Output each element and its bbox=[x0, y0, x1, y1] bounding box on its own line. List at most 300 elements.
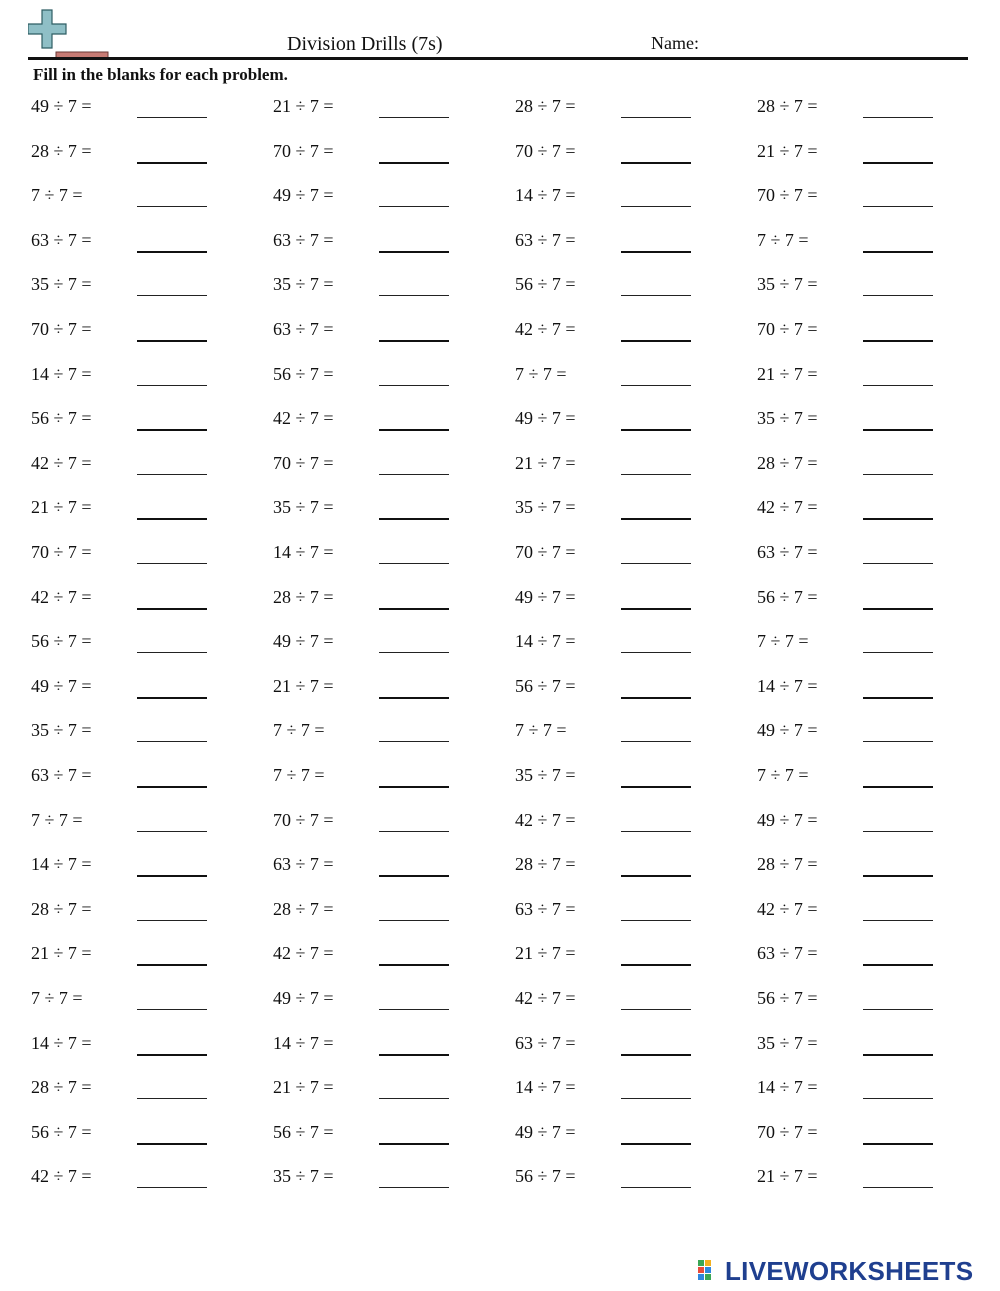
problem-equation: 63 ÷ 7 = bbox=[515, 1032, 576, 1053]
problem-item bbox=[273, 1122, 503, 1152]
answer-blank[interactable] bbox=[137, 1186, 207, 1188]
answer-blank[interactable] bbox=[137, 1053, 207, 1056]
problem-equation: 63 ÷ 7 = bbox=[31, 229, 92, 250]
problem-equation: 42 ÷ 7 = bbox=[515, 809, 576, 830]
problem-equation: 42 ÷ 7 = bbox=[757, 497, 818, 518]
problem-equation: 70 ÷ 7 = bbox=[757, 1121, 818, 1142]
problem-item bbox=[757, 230, 987, 260]
problem-item bbox=[757, 587, 987, 617]
problem-item bbox=[757, 1166, 987, 1196]
problem-item bbox=[31, 765, 261, 795]
answer-blank[interactable] bbox=[137, 830, 207, 832]
answer-blank[interactable] bbox=[379, 473, 449, 475]
problem-item bbox=[273, 1033, 503, 1063]
problem-equation: 14 ÷ 7 = bbox=[31, 854, 92, 875]
problem-item bbox=[31, 988, 261, 1018]
problem-equation: 21 ÷ 7 = bbox=[31, 943, 92, 964]
problem-item bbox=[515, 141, 745, 171]
answer-blank[interactable] bbox=[137, 1142, 207, 1145]
problem-item bbox=[31, 141, 261, 171]
problem-item bbox=[757, 141, 987, 171]
problem-item bbox=[273, 542, 503, 572]
problem-item bbox=[273, 631, 503, 661]
answer-blank[interactable] bbox=[863, 294, 933, 296]
problem-equation: 49 ÷ 7 = bbox=[31, 96, 92, 116]
footer-brand-text: LIVEWORKSHEETS bbox=[725, 1256, 974, 1286]
problem-item bbox=[273, 141, 503, 171]
answer-blank[interactable] bbox=[621, 1008, 691, 1010]
answer-blank[interactable] bbox=[863, 473, 933, 475]
problem-equation: 49 ÷ 7 = bbox=[515, 1121, 576, 1142]
answer-blank[interactable] bbox=[379, 250, 449, 253]
problem-equation: 28 ÷ 7 = bbox=[273, 898, 334, 919]
answer-blank[interactable] bbox=[137, 339, 207, 342]
problem-equation: 21 ÷ 7 = bbox=[515, 943, 576, 964]
problem-item bbox=[515, 899, 745, 929]
answer-blank[interactable] bbox=[863, 1142, 933, 1145]
problem-item bbox=[515, 453, 745, 483]
problem-item bbox=[273, 720, 503, 750]
answer-blank[interactable] bbox=[137, 785, 207, 788]
problem-equation: 7 ÷ 7 = bbox=[757, 229, 809, 250]
problem-equation: 49 ÷ 7 = bbox=[515, 408, 576, 429]
problem-equation: 35 ÷ 7 = bbox=[273, 274, 334, 295]
problem-item bbox=[515, 587, 745, 617]
answer-blank[interactable] bbox=[379, 874, 449, 877]
answer-blank[interactable] bbox=[379, 919, 449, 921]
answer-blank[interactable] bbox=[379, 1053, 449, 1056]
problem-item bbox=[31, 497, 261, 527]
answer-blank[interactable] bbox=[621, 607, 691, 610]
problem-item bbox=[515, 497, 745, 527]
problem-item bbox=[273, 810, 503, 840]
problem-item bbox=[31, 319, 261, 349]
problem-item bbox=[515, 676, 745, 706]
answer-blank[interactable] bbox=[137, 696, 207, 699]
problem-equation: 35 ÷ 7 = bbox=[31, 274, 92, 295]
problem-equation: 35 ÷ 7 = bbox=[757, 408, 818, 429]
problem-equation: 7 ÷ 7 = bbox=[31, 809, 83, 830]
problem-equation: 14 ÷ 7 = bbox=[515, 631, 576, 652]
answer-blank[interactable] bbox=[621, 250, 691, 253]
problem-equation: 7 ÷ 7 = bbox=[31, 185, 83, 206]
problem-equation: 42 ÷ 7 = bbox=[31, 586, 92, 607]
problem-equation: 42 ÷ 7 = bbox=[515, 988, 576, 1008]
answer-blank[interactable] bbox=[137, 473, 207, 475]
answer-blank[interactable] bbox=[379, 1097, 449, 1099]
problem-equation: 35 ÷ 7 = bbox=[757, 1032, 818, 1053]
answer-blank[interactable] bbox=[137, 250, 207, 253]
problem-item bbox=[515, 1166, 745, 1196]
problem-item bbox=[31, 453, 261, 483]
problem-item bbox=[31, 587, 261, 617]
answer-blank[interactable] bbox=[863, 1186, 933, 1188]
problem-item bbox=[273, 1077, 503, 1107]
problem-equation: 49 ÷ 7 = bbox=[757, 809, 818, 830]
problem-equation: 56 ÷ 7 = bbox=[273, 363, 334, 384]
problem-equation: 21 ÷ 7 = bbox=[273, 1077, 334, 1098]
problem-item bbox=[273, 497, 503, 527]
problem-item bbox=[515, 1077, 745, 1107]
answer-blank[interactable] bbox=[379, 517, 449, 520]
answer-blank[interactable] bbox=[621, 339, 691, 342]
problem-item bbox=[515, 631, 745, 661]
problem-equation: 7 ÷ 7 = bbox=[757, 631, 809, 652]
problem-item bbox=[757, 899, 987, 929]
problem-item bbox=[515, 364, 745, 394]
problem-equation: 56 ÷ 7 = bbox=[31, 408, 92, 429]
footer-brand bbox=[697, 1256, 993, 1286]
answer-blank[interactable] bbox=[621, 116, 691, 118]
answer-blank[interactable] bbox=[621, 963, 691, 966]
answer-blank[interactable] bbox=[863, 919, 933, 921]
answer-blank[interactable] bbox=[379, 339, 449, 342]
answer-blank[interactable] bbox=[621, 205, 691, 207]
problem-item bbox=[31, 631, 261, 661]
problem-item bbox=[31, 364, 261, 394]
liveworksheets-logo-icon bbox=[697, 1256, 723, 1286]
problem-item bbox=[273, 274, 503, 304]
answer-blank[interactable] bbox=[621, 919, 691, 921]
answer-blank[interactable] bbox=[379, 740, 449, 742]
problem-equation: 56 ÷ 7 = bbox=[31, 631, 92, 652]
problem-equation: 70 ÷ 7 = bbox=[31, 542, 92, 562]
answer-blank[interactable] bbox=[863, 651, 933, 653]
answer-blank[interactable] bbox=[863, 874, 933, 877]
problem-item bbox=[515, 1122, 745, 1152]
answer-blank[interactable] bbox=[379, 1186, 449, 1188]
page-title: Division Drills (7s) bbox=[287, 33, 443, 55]
problem-equation: 7 ÷ 7 = bbox=[515, 720, 567, 741]
answer-blank[interactable] bbox=[863, 785, 933, 788]
answer-blank[interactable] bbox=[379, 384, 449, 386]
problem-item bbox=[757, 453, 987, 483]
problem-item bbox=[515, 810, 745, 840]
answer-blank[interactable] bbox=[137, 384, 207, 386]
problem-equation: 56 ÷ 7 = bbox=[757, 988, 818, 1008]
answer-blank[interactable] bbox=[379, 205, 449, 207]
answer-blank[interactable] bbox=[137, 161, 207, 164]
problem-item bbox=[515, 720, 745, 750]
answer-blank[interactable] bbox=[621, 1142, 691, 1145]
problem-item bbox=[757, 720, 987, 750]
problem-equation: 63 ÷ 7 = bbox=[757, 542, 818, 562]
name-label: Name: bbox=[651, 33, 699, 53]
problem-equation: 21 ÷ 7 = bbox=[757, 363, 818, 384]
answer-blank[interactable] bbox=[379, 428, 449, 431]
problem-equation: 7 ÷ 7 = bbox=[273, 720, 325, 741]
problem-equation: 7 ÷ 7 = bbox=[31, 988, 83, 1008]
problem-item bbox=[273, 854, 503, 884]
answer-blank[interactable] bbox=[379, 651, 449, 653]
problem-equation: 70 ÷ 7 = bbox=[515, 140, 576, 161]
problem-equation: 70 ÷ 7 = bbox=[273, 809, 334, 830]
answer-blank[interactable] bbox=[863, 1053, 933, 1056]
problem-equation: 21 ÷ 7 = bbox=[757, 1166, 818, 1187]
problem-item bbox=[757, 542, 987, 572]
problem-equation: 7 ÷ 7 = bbox=[515, 363, 567, 384]
answer-blank[interactable] bbox=[863, 607, 933, 610]
problem-equation: 56 ÷ 7 = bbox=[515, 675, 576, 696]
answer-blank[interactable] bbox=[863, 696, 933, 699]
problem-item bbox=[273, 230, 503, 260]
problem-equation: 63 ÷ 7 = bbox=[273, 229, 334, 250]
problem-item bbox=[273, 676, 503, 706]
problem-item bbox=[31, 408, 261, 438]
answer-blank[interactable] bbox=[621, 785, 691, 788]
answer-blank[interactable] bbox=[379, 963, 449, 966]
problem-equation: 49 ÷ 7 = bbox=[273, 631, 334, 652]
problem-equation: 14 ÷ 7 = bbox=[757, 1077, 818, 1098]
answer-blank[interactable] bbox=[137, 517, 207, 520]
answer-blank[interactable] bbox=[863, 161, 933, 164]
problem-equation: 7 ÷ 7 = bbox=[273, 765, 325, 785]
problem-item bbox=[757, 408, 987, 438]
problem-item bbox=[757, 765, 987, 795]
problem-equation: 14 ÷ 7 = bbox=[515, 1077, 576, 1098]
answer-blank[interactable] bbox=[137, 740, 207, 742]
problem-item bbox=[515, 988, 745, 1018]
problem-equation: 28 ÷ 7 = bbox=[757, 96, 818, 116]
problem-item bbox=[273, 453, 503, 483]
problem-equation: 28 ÷ 7 = bbox=[31, 140, 92, 161]
answer-blank[interactable] bbox=[863, 1008, 933, 1010]
answer-blank[interactable] bbox=[863, 562, 933, 564]
problem-equation: 70 ÷ 7 = bbox=[757, 185, 818, 206]
answer-blank[interactable] bbox=[863, 384, 933, 386]
answer-blank[interactable] bbox=[863, 428, 933, 431]
problem-equation: 70 ÷ 7 = bbox=[515, 542, 576, 562]
answer-blank[interactable] bbox=[379, 294, 449, 296]
answer-blank[interactable] bbox=[137, 874, 207, 877]
answer-blank[interactable] bbox=[621, 384, 691, 386]
problem-equation: 42 ÷ 7 = bbox=[31, 452, 92, 473]
answer-blank[interactable] bbox=[863, 740, 933, 742]
problem-item bbox=[31, 1077, 261, 1107]
problem-equation: 70 ÷ 7 = bbox=[273, 140, 334, 161]
problem-equation: 28 ÷ 7 = bbox=[757, 452, 818, 473]
problem-item bbox=[273, 185, 503, 215]
problem-item bbox=[31, 854, 261, 884]
answer-blank[interactable] bbox=[621, 1186, 691, 1188]
answer-blank[interactable] bbox=[621, 1053, 691, 1056]
problem-equation: 63 ÷ 7 = bbox=[757, 943, 818, 964]
problem-item bbox=[757, 810, 987, 840]
answer-blank[interactable] bbox=[621, 517, 691, 520]
problem-equation: 28 ÷ 7 = bbox=[757, 854, 818, 875]
problem-item bbox=[515, 765, 745, 795]
answer-blank[interactable] bbox=[137, 428, 207, 431]
problem-equation: 14 ÷ 7 = bbox=[31, 1032, 92, 1053]
problem-equation: 63 ÷ 7 = bbox=[515, 229, 576, 250]
answer-blank[interactable] bbox=[379, 1008, 449, 1010]
answer-blank[interactable] bbox=[137, 607, 207, 610]
answer-blank[interactable] bbox=[621, 428, 691, 431]
problem-equation: 56 ÷ 7 = bbox=[515, 274, 576, 295]
problem-item bbox=[31, 810, 261, 840]
problem-equation: 63 ÷ 7 = bbox=[515, 898, 576, 919]
problem-item bbox=[515, 230, 745, 260]
problem-item bbox=[31, 1033, 261, 1063]
problem-equation: 63 ÷ 7 = bbox=[273, 854, 334, 875]
problem-equation: 42 ÷ 7 = bbox=[515, 319, 576, 339]
problem-item bbox=[31, 899, 261, 929]
problem-equation: 35 ÷ 7 = bbox=[515, 497, 576, 518]
problem-equation: 28 ÷ 7 = bbox=[515, 854, 576, 875]
problem-item bbox=[757, 497, 987, 527]
problem-equation: 21 ÷ 7 = bbox=[273, 96, 334, 116]
problem-item bbox=[757, 943, 987, 973]
problem-equation: 14 ÷ 7 = bbox=[757, 675, 818, 696]
answer-blank[interactable] bbox=[379, 785, 449, 788]
problem-item bbox=[515, 408, 745, 438]
problem-equation: 21 ÷ 7 = bbox=[31, 497, 92, 518]
answer-blank[interactable] bbox=[379, 696, 449, 699]
answer-blank[interactable] bbox=[621, 562, 691, 564]
problem-equation: 49 ÷ 7 = bbox=[31, 675, 92, 696]
problem-item bbox=[515, 96, 745, 126]
problem-equation: 42 ÷ 7 = bbox=[273, 408, 334, 429]
answer-blank[interactable] bbox=[379, 161, 449, 164]
problem-equation: 56 ÷ 7 = bbox=[273, 1121, 334, 1142]
answer-blank[interactable] bbox=[379, 562, 449, 564]
answer-blank[interactable] bbox=[621, 874, 691, 877]
answer-blank[interactable] bbox=[137, 294, 207, 296]
problem-item bbox=[31, 96, 261, 126]
problem-equation: 63 ÷ 7 = bbox=[273, 319, 334, 339]
problem-item bbox=[757, 988, 987, 1018]
problem-equation: 28 ÷ 7 = bbox=[273, 586, 334, 607]
answer-blank[interactable] bbox=[137, 651, 207, 653]
answer-blank[interactable] bbox=[379, 116, 449, 118]
problem-equation: 42 ÷ 7 = bbox=[273, 943, 334, 964]
problem-equation: 42 ÷ 7 = bbox=[31, 1166, 92, 1187]
problem-item bbox=[273, 899, 503, 929]
problem-item bbox=[515, 185, 745, 215]
problem-equation: 42 ÷ 7 = bbox=[757, 898, 818, 919]
problem-item bbox=[31, 185, 261, 215]
problem-equation: 28 ÷ 7 = bbox=[515, 96, 576, 116]
answer-blank[interactable] bbox=[863, 250, 933, 253]
problem-item bbox=[31, 1166, 261, 1196]
problem-item bbox=[273, 408, 503, 438]
answer-blank[interactable] bbox=[863, 517, 933, 520]
answer-blank[interactable] bbox=[621, 740, 691, 742]
answer-blank[interactable] bbox=[379, 607, 449, 610]
answer-blank[interactable] bbox=[621, 473, 691, 475]
problem-item bbox=[757, 96, 987, 126]
problem-equation: 35 ÷ 7 = bbox=[273, 497, 334, 518]
problem-equation: 49 ÷ 7 = bbox=[515, 586, 576, 607]
problem-equation: 56 ÷ 7 = bbox=[515, 1166, 576, 1187]
problem-item bbox=[757, 1033, 987, 1063]
answer-blank[interactable] bbox=[137, 562, 207, 564]
answer-blank[interactable] bbox=[863, 339, 933, 342]
problem-equation: 35 ÷ 7 = bbox=[757, 274, 818, 295]
problem-item bbox=[757, 274, 987, 304]
problem-item bbox=[515, 274, 745, 304]
problem-item bbox=[757, 185, 987, 215]
problem-item bbox=[515, 319, 745, 349]
answer-blank[interactable] bbox=[621, 696, 691, 699]
problem-equation: 35 ÷ 7 = bbox=[273, 1166, 334, 1187]
problem-item bbox=[273, 96, 503, 126]
problem-equation: 14 ÷ 7 = bbox=[273, 542, 334, 562]
problem-item bbox=[31, 720, 261, 750]
problem-equation: 14 ÷ 7 = bbox=[515, 185, 576, 206]
problem-item bbox=[757, 319, 987, 349]
problem-equation: 56 ÷ 7 = bbox=[757, 586, 818, 607]
problem-item bbox=[273, 988, 503, 1018]
problem-item bbox=[273, 765, 503, 795]
problem-item bbox=[515, 854, 745, 884]
problem-equation: 56 ÷ 7 = bbox=[31, 1121, 92, 1142]
answer-blank[interactable] bbox=[137, 116, 207, 118]
problem-equation: 21 ÷ 7 = bbox=[515, 452, 576, 473]
answer-blank[interactable] bbox=[863, 830, 933, 832]
problem-equation: 63 ÷ 7 = bbox=[31, 765, 92, 785]
answer-blank[interactable] bbox=[863, 963, 933, 966]
answer-blank[interactable] bbox=[621, 294, 691, 296]
problem-item bbox=[31, 676, 261, 706]
problem-item bbox=[757, 676, 987, 706]
problem-equation: 21 ÷ 7 = bbox=[273, 675, 334, 696]
problem-item bbox=[757, 1122, 987, 1152]
problem-equation: 21 ÷ 7 = bbox=[757, 140, 818, 161]
problem-equation: 49 ÷ 7 = bbox=[757, 720, 818, 741]
answer-blank[interactable] bbox=[137, 963, 207, 966]
answer-blank[interactable] bbox=[863, 1097, 933, 1099]
problem-equation: 14 ÷ 7 = bbox=[273, 1032, 334, 1053]
problem-item bbox=[31, 274, 261, 304]
answer-blank[interactable] bbox=[621, 1097, 691, 1099]
problem-equation: 70 ÷ 7 = bbox=[757, 319, 818, 339]
problem-equation: 28 ÷ 7 = bbox=[31, 1077, 92, 1098]
answer-blank[interactable] bbox=[621, 651, 691, 653]
answer-blank[interactable] bbox=[379, 1142, 449, 1145]
answer-blank[interactable] bbox=[621, 161, 691, 164]
problem-item bbox=[757, 854, 987, 884]
problem-equation: 49 ÷ 7 = bbox=[273, 988, 334, 1008]
problem-item bbox=[273, 364, 503, 394]
answer-blank[interactable] bbox=[137, 205, 207, 207]
problem-equation: 28 ÷ 7 = bbox=[31, 898, 92, 919]
problem-equation: 14 ÷ 7 = bbox=[31, 363, 92, 384]
answer-blank[interactable] bbox=[863, 116, 933, 118]
answer-blank[interactable] bbox=[137, 919, 207, 921]
problem-equation: 70 ÷ 7 = bbox=[273, 452, 334, 473]
problem-item bbox=[757, 1077, 987, 1107]
problem-item bbox=[31, 1122, 261, 1152]
problem-equation: 35 ÷ 7 = bbox=[31, 720, 92, 741]
problem-item bbox=[31, 542, 261, 572]
problem-item bbox=[757, 364, 987, 394]
problem-item bbox=[273, 1166, 503, 1196]
problem-item bbox=[273, 943, 503, 973]
problem-item bbox=[273, 587, 503, 617]
problem-item bbox=[757, 631, 987, 661]
answer-blank[interactable] bbox=[863, 205, 933, 207]
problem-item bbox=[273, 319, 503, 349]
answer-blank[interactable] bbox=[137, 1008, 207, 1010]
problem-equation: 7 ÷ 7 = bbox=[757, 765, 809, 785]
answer-blank[interactable] bbox=[379, 830, 449, 832]
problem-equation: 35 ÷ 7 = bbox=[515, 765, 576, 785]
problem-equation: 70 ÷ 7 = bbox=[31, 319, 92, 339]
answer-blank[interactable] bbox=[137, 1097, 207, 1099]
answer-blank[interactable] bbox=[621, 830, 691, 832]
instructions-text: Fill in the blanks for each problem. bbox=[33, 65, 288, 84]
